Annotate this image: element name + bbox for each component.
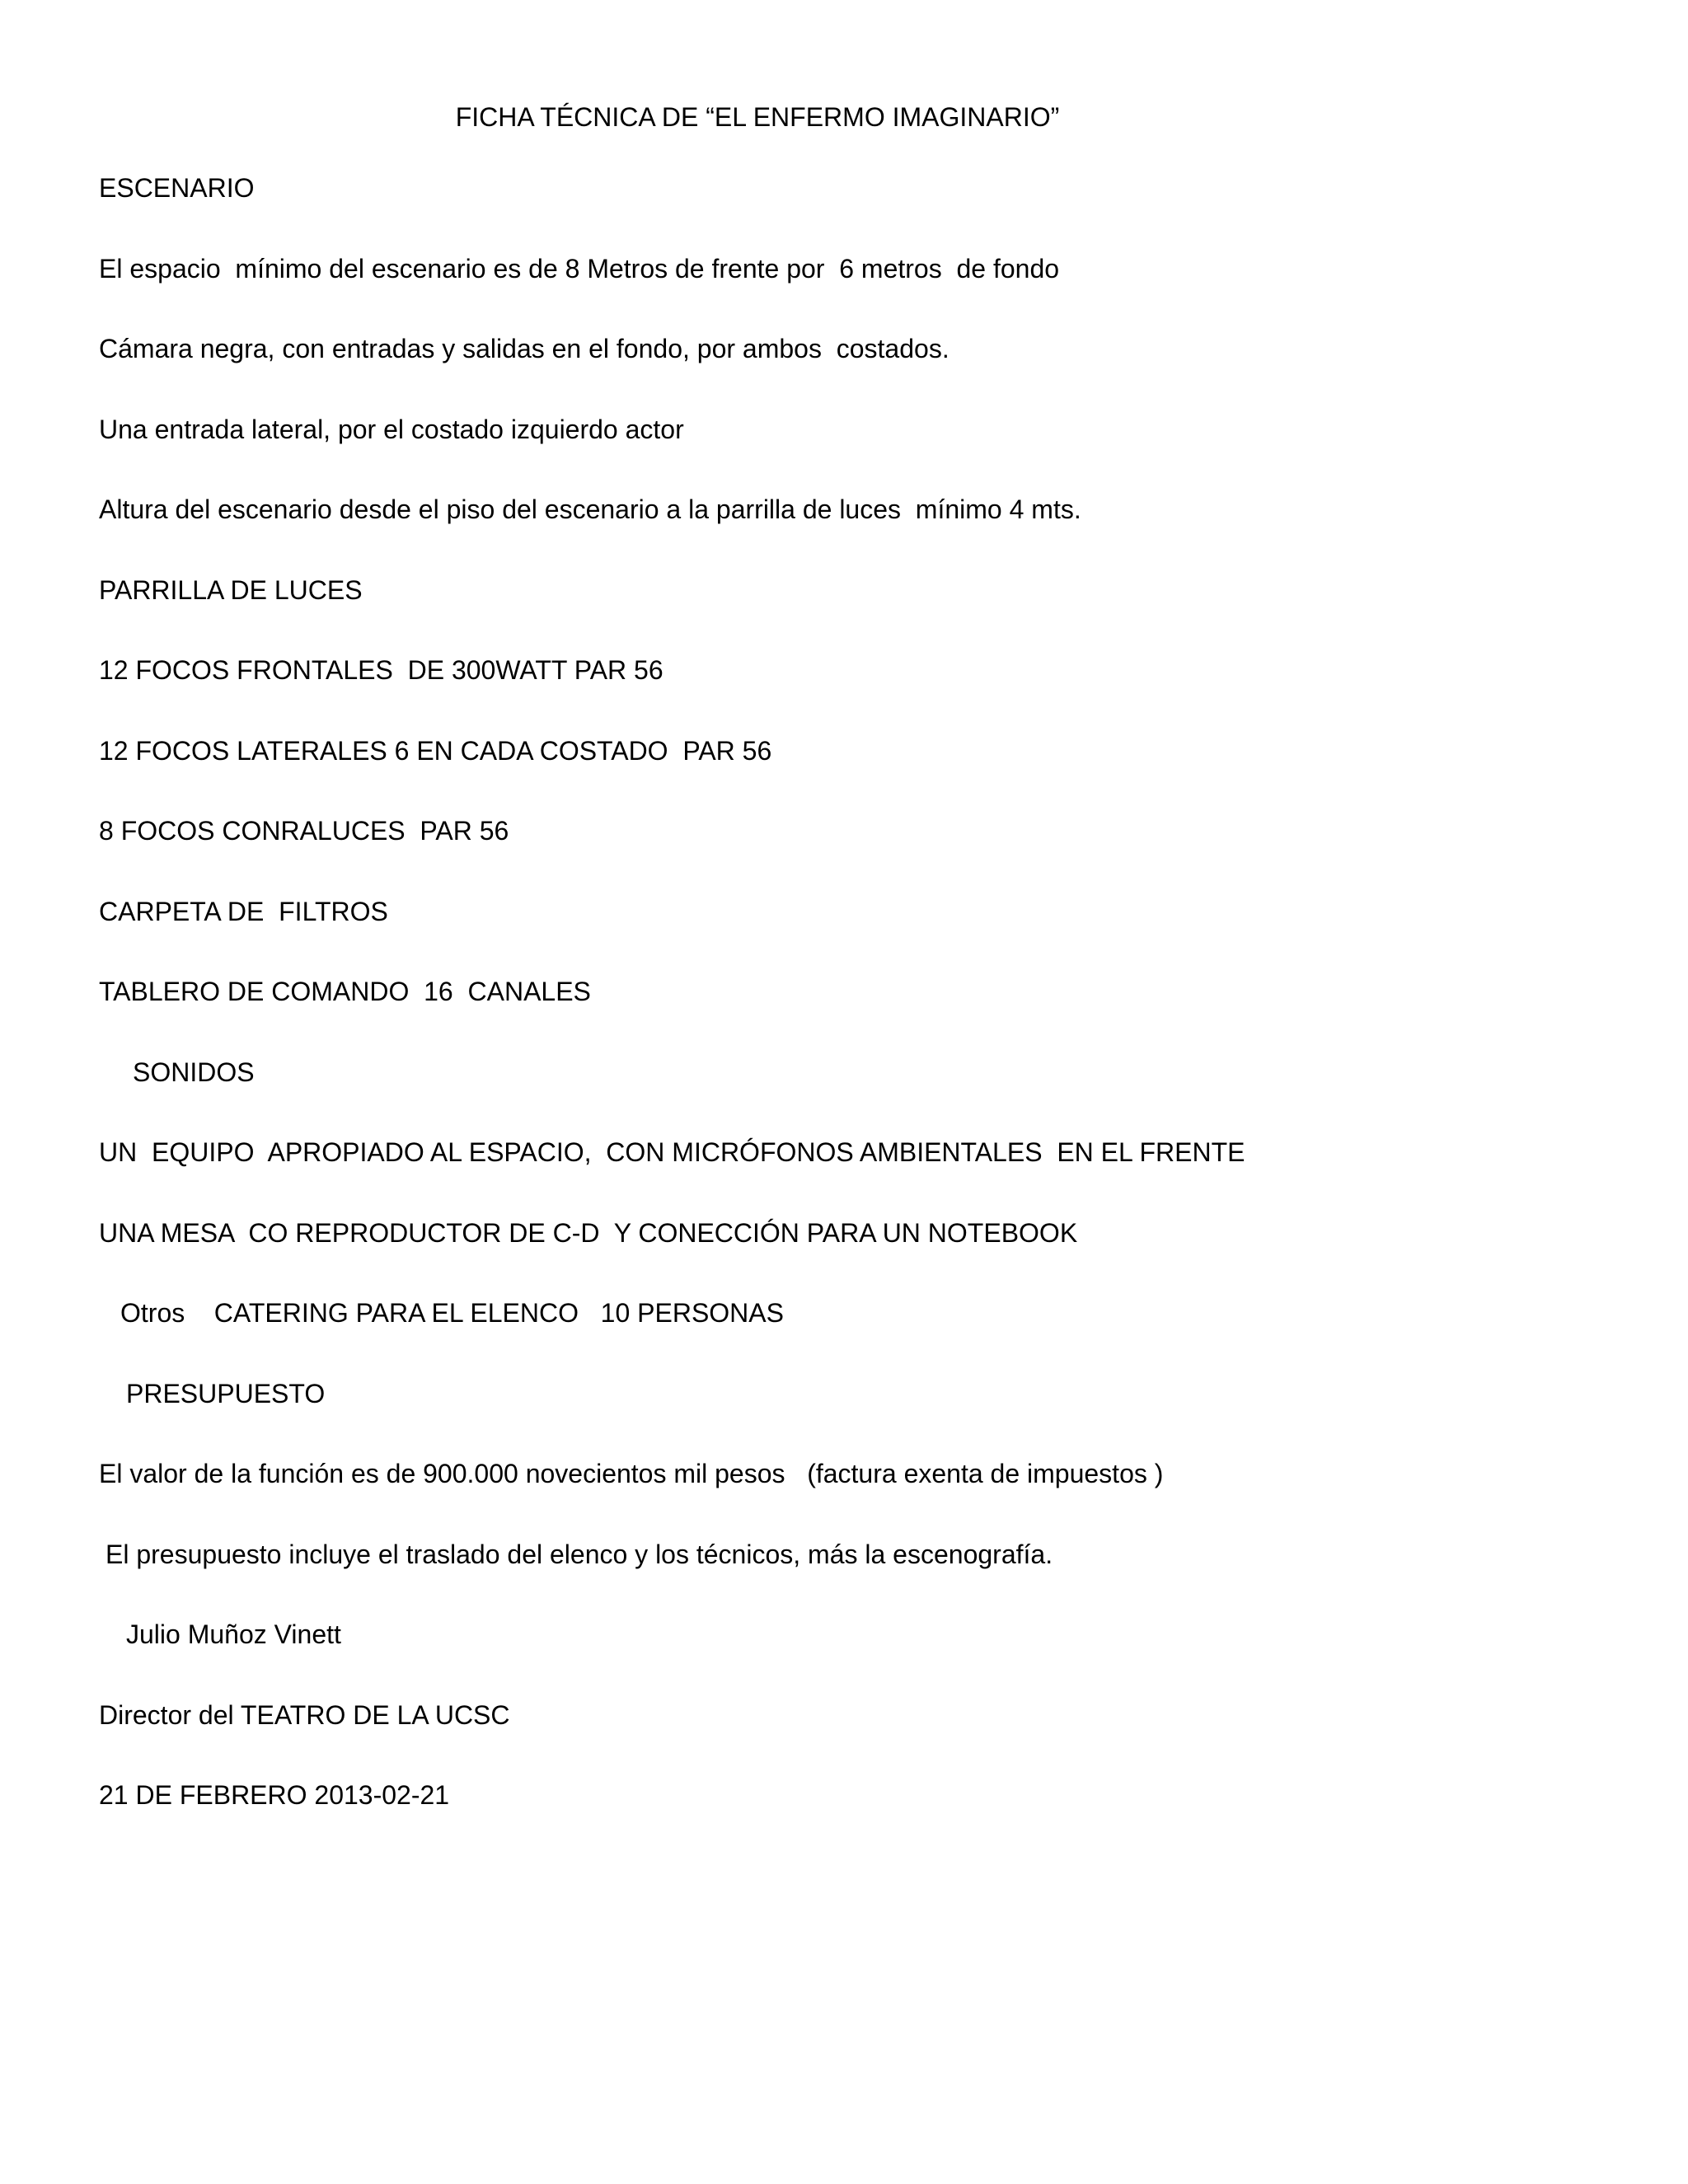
- parrilla-line: TABLERO DE COMANDO 16 CANALES: [99, 977, 591, 1006]
- section-heading-parrilla: PARRILLA DE LUCES: [99, 575, 363, 605]
- otros-line: Otros CATERING PARA EL ELENCO 10 PERSONAS: [120, 1298, 784, 1328]
- sonidos-line: UNA MESA CO REPRODUCTOR DE C-D Y CONECCIÓN PARA UN NOTEBOOK: [99, 1218, 1078, 1248]
- escenario-line: Cámara negra, con entradas y salidas en el fondo, por ambos costados.: [99, 334, 950, 363]
- escenario-line: Una entrada lateral, por el costado izquierdo actor: [99, 415, 684, 444]
- parrilla-line: 12 FOCOS FRONTALES DE 300WATT PAR 56: [99, 655, 663, 685]
- parrilla-line: 12 FOCOS LATERALES 6 EN CADA COSTADO PAR 56: [99, 736, 772, 766]
- presupuesto-line: El presupuesto incluye el traslado del elenco y los técnicos, más la escenografía.: [106, 1540, 1053, 1569]
- escenario-line: El espacio mínimo del escenario es de 8 Metros de frente por 6 metros de fondo: [99, 254, 1060, 284]
- signature-role: Director del TEATRO DE LA UCSC: [99, 1700, 510, 1730]
- document-title: FICHA TÉCNICA DE “EL ENFERMO IMAGINARIO”: [455, 102, 1060, 132]
- escenario-line: Altura del escenario desde el piso del escenario a la parrilla de luces mínimo 4 mts.: [99, 494, 1081, 524]
- parrilla-line: CARPETA DE FILTROS: [99, 897, 388, 926]
- presupuesto-line: El valor de la función es de 900.000 novecientos mil pesos (factura exenta de impuestos ): [99, 1459, 1164, 1488]
- parrilla-line: 8 FOCOS CONRALUCES PAR 56: [99, 816, 509, 846]
- section-heading-presupuesto: PRESUPUESTO: [126, 1379, 326, 1408]
- signature-date: 21 DE FEBRERO 2013-02-21: [99, 1780, 450, 1810]
- signature-name: Julio Muñoz Vinett: [126, 1619, 341, 1649]
- sonidos-line: UN EQUIPO APROPIADO AL ESPACIO, CON MICRÓFONOS AMBIENTALES EN EL FRENTE: [99, 1137, 1245, 1167]
- section-heading-escenario: ESCENARIO: [99, 173, 255, 203]
- section-heading-sonidos: SONIDOS: [133, 1057, 255, 1087]
